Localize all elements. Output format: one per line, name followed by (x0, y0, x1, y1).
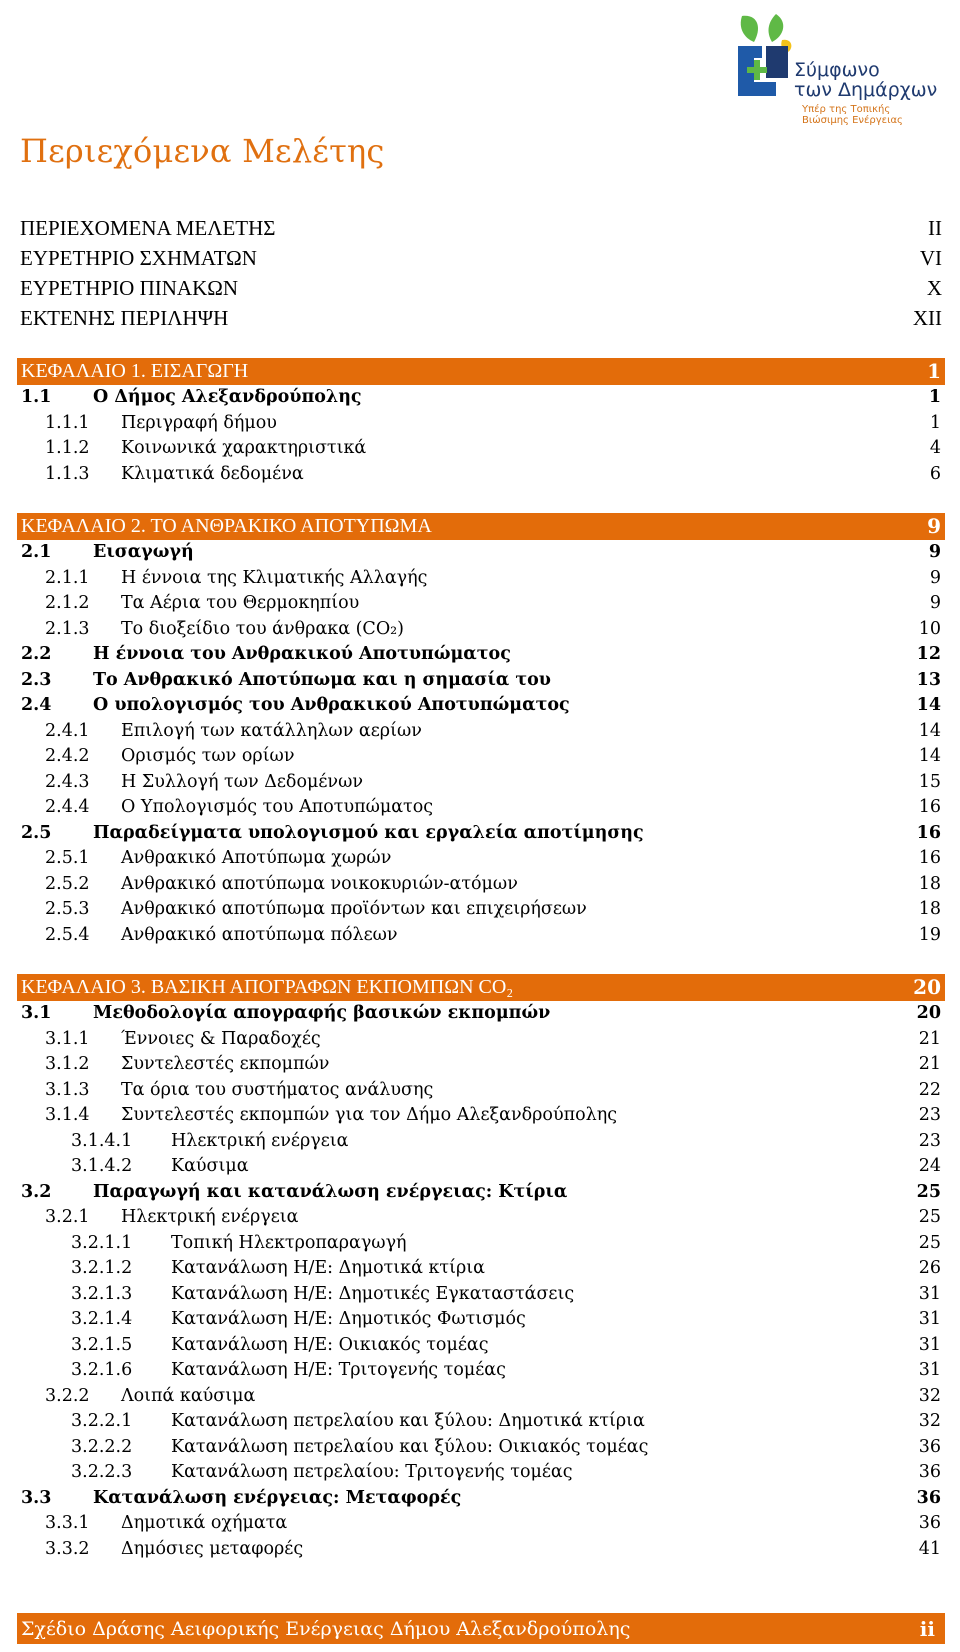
toc-entry-title: ΚΕΦΑΛΑΙΟ 2. ΤΟ ΑΝΘΡΑΚΙΚΟ ΑΠΟΤΥΠΩΜΑ (21, 515, 432, 537)
toc-entry-page: 9 (929, 567, 941, 588)
toc-entry-page: 36 (916, 1487, 941, 1508)
front-matter-list (20, 213, 942, 333)
toc-entry-title: Κατανάλωση πετρελαίου και ξύλου: Δημοτικά κτίρια (171, 1411, 645, 1431)
toc-entry-title: Κατανάλωση Η/Ε: Δημοτικός Φωτισμός (171, 1309, 526, 1329)
toc-entry-number: 3.2.2.1 (71, 1411, 133, 1431)
toc-entry-number: 2.4.4 (45, 797, 90, 817)
toc-entry-page: 20 (913, 975, 941, 999)
toc-chapter-heading[interactable] (17, 513, 945, 540)
toc-entry-number: 3.3 (21, 1487, 52, 1508)
toc-entry-title: Κατανάλωση πετρελαίου και ξύλου: Οικιακός τομέας (171, 1436, 649, 1457)
toc-entry-title: Κατανάλωση Η/Ε: Δημοτικές Εγκαταστάσεις (171, 1283, 575, 1304)
toc-entry-title: Ανθρακικό αποτύπωμα πόλεων (121, 924, 398, 945)
toc-entry-l3[interactable] (17, 1282, 945, 1308)
toc-entry-title: Δημοτικά οχήματα (121, 1513, 288, 1533)
toc-entry-number: 3.1.4.1 (71, 1130, 133, 1151)
toc-entry-page: 25 (918, 1207, 941, 1227)
toc-entry-page: 31 (918, 1334, 941, 1355)
toc-entry-number: 3.1.3 (45, 1079, 90, 1100)
toc-entry-page: 19 (918, 924, 941, 945)
toc-entry-number: 3.2.1.2 (71, 1258, 133, 1278)
toc-entry-title: Κλιματικά δεδομένα (121, 463, 304, 484)
toc-chapter-heading[interactable] (17, 974, 945, 1001)
toc-entry-l2[interactable] (17, 872, 945, 898)
toc-entry-l2[interactable] (17, 770, 945, 796)
toc-entry-number: 3.2.2 (45, 1385, 90, 1406)
toc-entry-page: 21 (918, 1028, 941, 1049)
toc-entry-title: Ανθρακικό αποτύπωμα νοικοκυριών-ατόμων (121, 873, 518, 894)
toc-entry-page: 18 (918, 899, 941, 919)
toc-entry-title: Συντελεστές εκπομπών για τον Δήμο Αλεξανδρούπολης (121, 1105, 618, 1125)
toc-entry-title: Ανθρακικό Αποτύπωμα χωρών (121, 848, 392, 868)
toc-entry-number: 3.3.2 (45, 1538, 90, 1559)
toc-entry-title: Η έννοια του Ανθρακικού Αποτυπώματος (93, 644, 511, 664)
toc-entry-number: 2.5.4 (45, 924, 90, 945)
toc-entry-l2[interactable] (17, 1205, 945, 1231)
toc-entry-title: Κατανάλωση πετρελαίου: Τριτογενής τομέας (171, 1462, 573, 1482)
toc-entry-title: Η Συλλογή των Δεδομένων (121, 771, 363, 792)
toc-entry-page: 1 (928, 387, 941, 407)
toc-entry-title: Τα όρια του συστήματος ανάλυσης (121, 1079, 434, 1100)
front-matter-page: X (926, 276, 942, 300)
toc-entry-title: Εισαγωγή (93, 542, 194, 562)
toc-entry-title: Ηλεκτρική ενέργεια (171, 1130, 349, 1151)
toc-entry-number: 1.1.3 (45, 463, 90, 484)
toc-entry-title: Κατανάλωση Η/Ε: Δημοτικά κτίρια (171, 1258, 485, 1278)
toc-entry-l3[interactable] (17, 1435, 945, 1461)
toc-entry-number: 2.2 (21, 644, 52, 664)
toc-entry-l1[interactable] (17, 1001, 945, 1027)
logo-mark-icon (732, 12, 794, 98)
toc-entry-page: 12 (916, 644, 941, 664)
logo-tagline-1: Υπέρ της Τοπικής (802, 104, 891, 115)
toc-entry-l2[interactable] (17, 719, 945, 745)
toc-entry-l2[interactable] (17, 923, 945, 949)
toc-entry-page: 20 (916, 1003, 941, 1023)
toc-entry-number: 2.5 (21, 822, 52, 843)
footer-text: Σχέδιο Δράσης Αειφορικής Ενέργειας Δήμου Αλεξανδρούπολης (21, 1618, 631, 1640)
toc-entry-number: 3.3.1 (45, 1513, 90, 1533)
toc-entry-l2[interactable] (17, 1537, 945, 1563)
toc-entry-title: Ο υπολογισμός του Ανθρακικού Αποτυπώματος (93, 695, 570, 715)
toc-entry-number: 3.2.2.2 (71, 1436, 133, 1457)
toc-entry-l3[interactable] (17, 1333, 945, 1359)
toc-entry-number: 2.5.2 (45, 873, 90, 894)
toc-entry-l2[interactable] (17, 846, 945, 872)
toc-entry-number: 2.4.2 (45, 746, 90, 766)
toc-entry-page: 36 (918, 1436, 941, 1457)
toc-entry-l2[interactable] (17, 1027, 945, 1053)
toc-entry-l2[interactable] (17, 591, 945, 617)
toc-entry-l2[interactable] (17, 1052, 945, 1078)
toc-entry-l3[interactable] (17, 1231, 945, 1257)
toc-entry-l2[interactable] (17, 1511, 945, 1537)
toc-entry-number: 3.1 (21, 1003, 52, 1023)
logo-text-line-1: Σύμφωνο (794, 59, 880, 81)
front-matter-title: ΕΚΤΕΝΗΣ ΠΕΡΙΛΗΨΗ (20, 306, 229, 330)
toc-entry-title: Καύσιμα (171, 1156, 249, 1176)
toc-entry-page: 41 (918, 1538, 941, 1559)
toc-entry-title: Το διοξείδιο του άνθρακα (CO₂) (121, 618, 405, 639)
toc-entry-page: 25 (916, 1181, 941, 1202)
toc-entry-number: 2.1.3 (45, 618, 90, 639)
toc-entry-number: 3.1.2 (45, 1054, 90, 1074)
toc-entry-number: 3.2.1.3 (71, 1283, 133, 1304)
toc-entry-number: 1.1 (21, 387, 52, 407)
toc-entry-page: 25 (918, 1232, 941, 1253)
toc-entry-page: 13 (916, 669, 941, 690)
toc-entry-page: 9 (927, 514, 941, 538)
toc-entry-title: Τα Αέρια του Θερμοκηπίου (121, 593, 360, 613)
toc-entry-page: 1 (929, 412, 941, 433)
toc-entry-l1[interactable] (17, 540, 945, 566)
toc-entry-title: Το Ανθρακικό Αποτύπωμα και η σημασία του (93, 669, 551, 690)
toc-entry-page: 23 (918, 1105, 941, 1125)
toc-entry-title: Ανθρακικό αποτύπωμα προϊόντων και επιχειρήσεων (121, 899, 587, 919)
toc-entry-number: 2.5.3 (45, 899, 90, 919)
front-matter-title: ΕΥΡΕΤΗΡΙΟ ΠΙΝΑΚΩΝ (20, 276, 239, 300)
toc-entry-title: Ο Υπολογισμός του Αποτυπώματος (121, 797, 434, 817)
front-matter-page: XII (912, 306, 942, 330)
toc-entry-title: Ηλεκτρική ενέργεια (121, 1207, 299, 1227)
front-matter-title: ΕΥΡΕΤΗΡΙΟ ΣΧΗΜΑΤΩΝ (20, 246, 257, 270)
toc-chapter-heading[interactable] (17, 358, 945, 385)
toc-entry-title: ΚΕΦΑΛΑΙΟ 1. ΕΙΣΑΓΩΓΗ (21, 360, 249, 382)
page-footer (17, 1614, 945, 1644)
toc-entry-page: 24 (918, 1156, 941, 1176)
toc-entry-page: 32 (918, 1411, 941, 1431)
toc-entry-l2[interactable] (17, 1103, 945, 1129)
toc-entry-number: 2.4 (21, 695, 52, 715)
toc-entry-page: 6 (929, 463, 941, 484)
front-matter-item[interactable] (20, 303, 942, 333)
toc-entry-number: 2.5.1 (45, 848, 90, 868)
toc-entry-page: 31 (918, 1360, 941, 1380)
toc-entry-page: 22 (918, 1079, 941, 1100)
page-title: Περιεχόμενα Μελέτης (20, 132, 385, 170)
toc-entry-l2[interactable] (17, 411, 945, 437)
section-spacer (17, 487, 945, 513)
toc-entry-number: 2.1 (21, 542, 52, 562)
toc-entry-page: 9 (928, 542, 941, 562)
toc-entry-number: 2.4.1 (45, 720, 90, 741)
toc-entry-page: 14 (918, 720, 941, 741)
toc-entry-title: Περιγραφή δήμου (121, 412, 277, 433)
front-matter-item[interactable] (20, 243, 942, 273)
toc-entry-l3[interactable] (17, 1256, 945, 1282)
logo-tagline-2: Βιώσιμης Ενέργειας (802, 115, 903, 126)
toc-entry-title: Η έννοια της Κλιματικής Αλλαγής (121, 567, 428, 588)
toc-entry-l2[interactable] (17, 617, 945, 643)
toc-entry-number: 2.1.1 (45, 567, 90, 588)
toc-entry-page: 31 (918, 1283, 941, 1304)
toc-entry-page: 18 (918, 873, 941, 894)
toc-entry-page: 36 (918, 1513, 941, 1533)
toc-entry-title: Επιλογή των κατάλληλων αερίων (121, 720, 422, 741)
toc-entry-l1[interactable] (17, 1486, 945, 1512)
toc-entry-page: 32 (918, 1385, 941, 1406)
toc-entry-l2[interactable] (17, 744, 945, 770)
toc-entry-title: Κατανάλωση Η/Ε: Οικιακός τομέας (171, 1334, 489, 1355)
toc-entry-page: 10 (918, 618, 941, 639)
toc-entry-page: 26 (918, 1258, 941, 1278)
toc-entry-page: 31 (918, 1309, 941, 1329)
toc-entry-l2[interactable] (17, 1384, 945, 1410)
toc-entry-number: 3.1.4 (45, 1105, 90, 1125)
toc-entry-number: 3.2.1.6 (71, 1360, 133, 1380)
toc-entry-page: 15 (918, 771, 941, 792)
toc-entry-page: 21 (918, 1054, 941, 1074)
toc-entry-page: 23 (918, 1130, 941, 1151)
toc-entry-number: 1.1.1 (45, 412, 90, 433)
covenant-of-mayors-logo (732, 12, 938, 126)
toc-entry-title: ΚΕΦΑΛΑΙΟ 3. ΒΑΣΙΚΗ ΑΠΟΓΡΑΦΩΝ ΕΚΠΟΜΠΩΝ CO₂ (21, 976, 514, 998)
toc-entry-page: 36 (918, 1462, 941, 1482)
toc-entry-page: 9 (929, 593, 941, 613)
toc-entry-number: 2.3 (21, 669, 52, 690)
toc-entry-l1[interactable] (17, 668, 945, 694)
toc-entry-l2[interactable] (17, 795, 945, 821)
toc-entry-number: 3.2.1 (45, 1207, 90, 1227)
toc-entry-l2[interactable] (17, 462, 945, 488)
toc-entry-l1[interactable] (17, 642, 945, 668)
toc-entry-number: 3.2.1.4 (71, 1309, 133, 1329)
toc-entry-number: 1.1.2 (45, 438, 90, 458)
toc-entry-title: Κατανάλωση Η/Ε: Τριτογενής τομέας (171, 1360, 506, 1380)
toc-entry-l3[interactable] (17, 1307, 945, 1333)
toc-entry-title: Τοπική Ηλεκτροπαραγωγή (171, 1232, 407, 1253)
toc-entry-title: Ορισμός των ορίων (121, 746, 295, 766)
footer-page-number: ii (919, 1617, 935, 1641)
table-of-contents (17, 358, 945, 1562)
front-matter-page: II (928, 216, 942, 240)
front-matter-item[interactable] (20, 213, 942, 243)
toc-entry-title: Παραδείγματα υπολογισμού και εργαλεία αποτίμησης (93, 822, 644, 843)
toc-entry-page: 1 (927, 359, 941, 383)
toc-entry-title: Κατανάλωση ενέργειας: Μεταφορές (93, 1487, 462, 1508)
toc-entry-l3[interactable] (17, 1129, 945, 1155)
front-matter-page: VI (919, 246, 942, 270)
toc-entry-l3[interactable] (17, 1358, 945, 1384)
toc-entry-title: Ο Δήμος Αλεξανδρούπολης (93, 387, 362, 407)
toc-entry-number: 3.2.1.1 (71, 1232, 133, 1253)
toc-entry-title: Λοιπά καύσιμα (121, 1385, 256, 1406)
toc-entry-number: 3.2 (21, 1181, 52, 1202)
toc-entry-page: 16 (918, 848, 941, 868)
toc-entry-l1[interactable] (17, 821, 945, 847)
toc-entry-l3[interactable] (17, 1460, 945, 1486)
toc-entry-page: 14 (916, 695, 941, 715)
toc-entry-l2[interactable] (17, 436, 945, 462)
front-matter-item[interactable] (20, 273, 942, 303)
toc-entry-number: 2.1.2 (45, 593, 90, 613)
toc-entry-number: 2.4.3 (45, 771, 90, 792)
logo-text-line-2: των Δημάρχων (794, 79, 938, 101)
toc-entry-title: Κοινωνικά χαρακτηριστικά (121, 438, 367, 458)
section-spacer (17, 948, 945, 974)
toc-entry-number: 3.1.4.2 (71, 1156, 133, 1176)
toc-entry-title: Μεθοδολογία απογραφής βασικών εκπομπών (93, 1003, 551, 1023)
toc-entry-title: Έννοιες & Παραδοχές (121, 1028, 321, 1049)
toc-entry-page: 16 (916, 822, 941, 843)
toc-entry-title: Παραγωγή και κατανάλωση ενέργειας: Κτίρια (93, 1181, 568, 1202)
front-matter-title: ΠΕΡΙΕΧΟΜΕΝΑ ΜΕΛΕΤΗΣ (20, 216, 276, 240)
toc-entry-l3[interactable] (17, 1409, 945, 1435)
toc-entry-title: Συντελεστές εκπομπών (121, 1054, 330, 1074)
toc-entry-l2[interactable] (17, 1078, 945, 1104)
toc-entry-l1[interactable] (17, 693, 945, 719)
toc-entry-l3[interactable] (17, 1154, 945, 1180)
toc-entry-page: 16 (918, 797, 941, 817)
toc-entry-title: Δημόσιες μεταφορές (121, 1538, 304, 1559)
toc-entry-l1[interactable] (17, 385, 945, 411)
toc-entry-l2[interactable] (17, 566, 945, 592)
toc-entry-page: 4 (929, 438, 941, 458)
toc-entry-number: 3.2.2.3 (71, 1462, 133, 1482)
toc-entry-number: 3.2.1.5 (71, 1334, 133, 1355)
toc-entry-l1[interactable] (17, 1180, 945, 1206)
toc-entry-number: 3.1.1 (45, 1028, 90, 1049)
toc-entry-page: 14 (918, 746, 941, 766)
toc-entry-l2[interactable] (17, 897, 945, 923)
